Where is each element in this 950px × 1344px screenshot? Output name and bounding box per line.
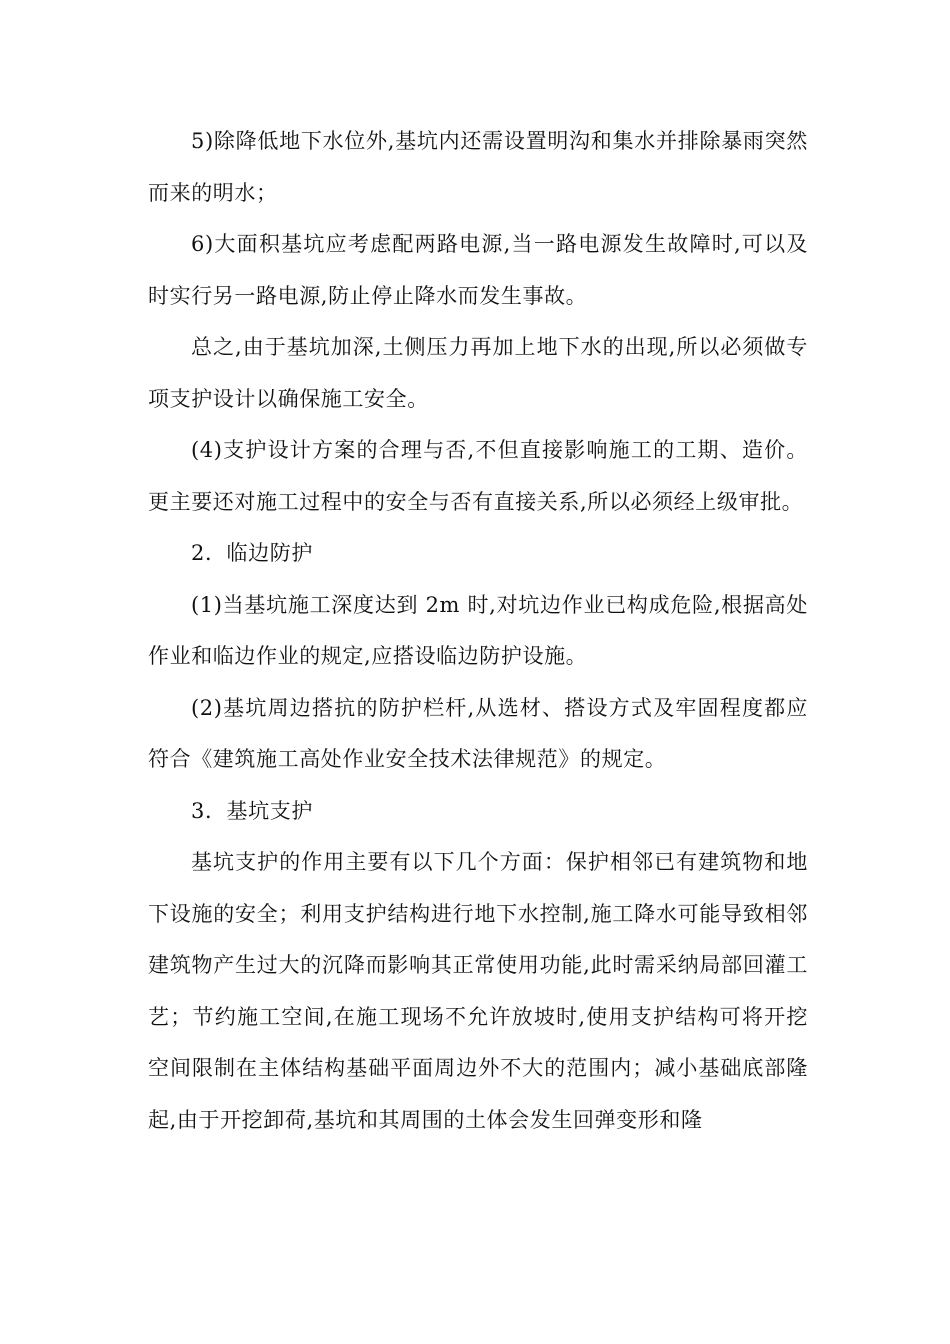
paragraph-guardrail: (2)基坑周边搭抗的防护栏杆,从选材、搭设方式及牢固程度都应符合《建筑施工高处作业安全技术法律规范》的规定。	[148, 695, 808, 771]
paragraph-power-supply: 6)大面积基坑应考虑配两路电源,当一路电源发生故障时,可以及时实行另一路电源,防止停止降水而发生事故。	[148, 232, 808, 308]
paragraph-dewatering-drain: 5)除降低地下水位外,基坑内还需设置明沟和集水并排除暴雨突然而来的明水；	[148, 129, 808, 205]
section-heading-pit-support: 3．基坑支护	[191, 798, 313, 823]
paragraph-edge-depth: (1)当基坑施工深度达到 2m 时,对坑边作业已构成危险,根据高处作业和临边作业的规定,应搭设临边防护设施。	[148, 592, 808, 668]
paragraph-support-design: (4)支护设计方案的合理与否,不但直接影响施工的工期、造价。更主要还对施工过程中的安全与否有直接关系,所以必须经上级审批。	[148, 438, 808, 514]
section-heading-edge-protection: 2．临边防护	[191, 541, 313, 565]
document-body	[148, 116, 808, 1146]
paragraph-summary: 总之,由于基坑加深,土侧压力再加上地下水的出现,所以必须做专项支护设计以确保施工安全。	[148, 335, 808, 411]
paragraph-support-functions: 基坑支护的作用主要有以下几个方面：保护相邻已有建筑物和地下设施的安全；利用支护结构进行地下水控制,施工降水可能导致相邻建筑物产生过大的沉降而影响其正常使用功能,此时需采纳局部回灌工艺；节约施工空间,在施工现场不允许放坡时,使用支护结构可将开挖空间限制在主体结构基础平面周边外不大的范围内；减小基础底部隆起,由于开挖卸荷,基坑和其周围的土体会发生回弹变形和隆	[148, 850, 808, 1132]
